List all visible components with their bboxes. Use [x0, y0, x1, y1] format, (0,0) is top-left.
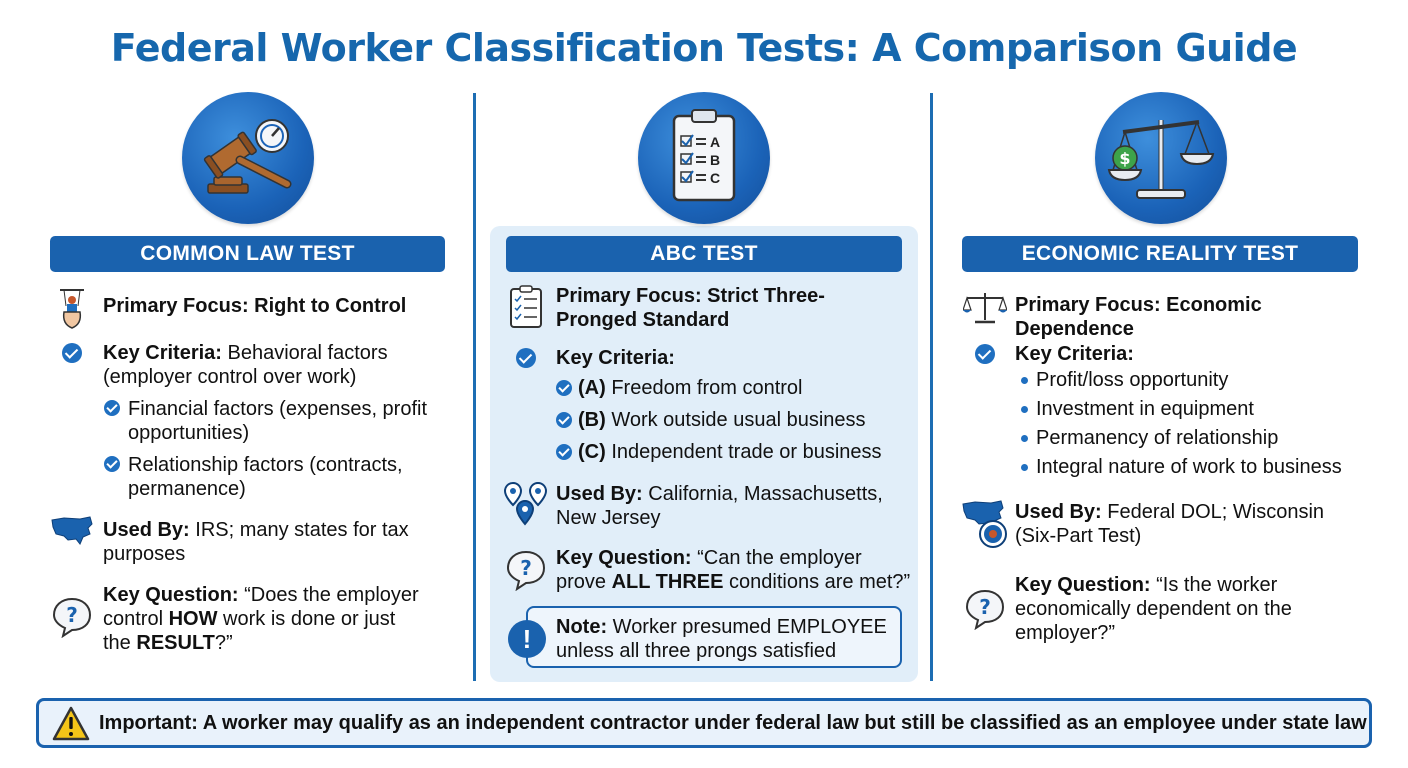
economic-criteria-item: Permanency of relationship — [1036, 427, 1279, 449]
check-icon — [975, 344, 995, 364]
column-divider-right — [930, 93, 933, 681]
common-law-key-question: Key Question: “Does the employer control HOW work is done or just the RESULT?” — [103, 584, 419, 654]
abc-note-text: Note: Worker presumed EMPLOYEE unless all three prongs satisfied — [556, 616, 887, 662]
economic-used-by: Used By: Federal DOL; Wisconsin (Six-Part Test) — [1015, 501, 1325, 547]
check-icon — [516, 348, 536, 368]
abc-used-by: Used By: California, Massachusetts, New Jersey — [556, 483, 883, 529]
column-divider-left — [473, 93, 476, 681]
scale-icon — [963, 290, 1007, 326]
abc-criteria-item: (A) Freedom from control — [578, 377, 803, 399]
economic-criteria-label: Key Criteria: — [1015, 343, 1134, 365]
svg-text:?: ? — [66, 603, 78, 627]
abc-criteria-item: (C) Independent trade or business — [578, 441, 882, 463]
abc-criteria-item: (B) Work outside usual business — [578, 409, 866, 431]
svg-text:?: ? — [979, 595, 991, 619]
economic-focus: Primary Focus: Economic Dependence — [1015, 294, 1262, 340]
common-law-criteria-item: Relationship factors (contracts, permanence) — [128, 454, 403, 500]
economic-criteria-item: Integral nature of work to business — [1036, 456, 1342, 478]
common-law-criteria-item: Financial factors (expenses, profit opportunities) — [128, 398, 428, 444]
common-law-criteria: Key Criteria: Behavioral factors (employer control over work) — [103, 342, 388, 388]
checklist-icon — [508, 284, 544, 330]
abc-criteria-label: Key Criteria: — [556, 347, 675, 369]
check-icon — [104, 456, 120, 472]
important-notice — [36, 698, 1372, 748]
svg-text:$: $ — [1119, 149, 1131, 168]
check-icon — [556, 444, 572, 460]
question-bubble-icon — [964, 588, 1006, 630]
exclamation-icon: ! — [508, 620, 546, 658]
gavel-gauge-icon — [182, 92, 314, 224]
abc-note-box — [522, 606, 902, 668]
economic-reality-banner: ECONOMIC REALITY TEST — [962, 236, 1358, 272]
question-bubble-icon — [51, 596, 93, 638]
common-law-focus: Primary Focus: Right to Control — [103, 295, 407, 317]
check-icon — [62, 343, 82, 363]
page-title: Federal Worker Classification Tests: A Comparison Guide — [110, 26, 1298, 70]
check-icon — [556, 380, 572, 396]
bullet-icon — [1021, 377, 1028, 384]
balance-scale-icon — [1095, 92, 1227, 224]
economic-key-question: Key Question: “Is the worker economically dependent on the employer?” — [1015, 574, 1292, 644]
bullet-icon — [1021, 464, 1028, 471]
economic-criteria-item: Investment in equipment — [1036, 398, 1254, 420]
bullet-icon — [1021, 435, 1028, 442]
location-pins-icon — [503, 481, 549, 527]
warning-icon — [52, 706, 90, 742]
abc-key-question: Key Question: “Can the employer prove ALL THREE conditions are met?” — [556, 547, 911, 593]
puppet-hand-icon — [52, 284, 92, 330]
checklist-clipboard-icon: A B C — [638, 92, 770, 224]
usa-map-icon — [50, 514, 94, 548]
abc-test-banner: ABC TEST — [506, 236, 902, 272]
abc-focus: Primary Focus: Strict Three- Pronged Standard — [556, 285, 825, 331]
check-icon — [104, 400, 120, 416]
economic-criteria-item: Profit/loss opportunity — [1036, 369, 1229, 391]
important-text: Important: A worker may qualify as an independent contractor under federal law but still be classified as an employee under state law — [99, 712, 1367, 734]
usa-map-seal-icon — [961, 498, 1011, 550]
bullet-icon — [1021, 406, 1028, 413]
question-bubble-icon — [505, 549, 547, 591]
svg-text:?: ? — [520, 556, 532, 580]
check-icon — [556, 412, 572, 428]
common-law-banner: COMMON LAW TEST — [50, 236, 445, 272]
common-law-used-by: Used By: IRS; many states for tax purposes — [103, 519, 409, 565]
